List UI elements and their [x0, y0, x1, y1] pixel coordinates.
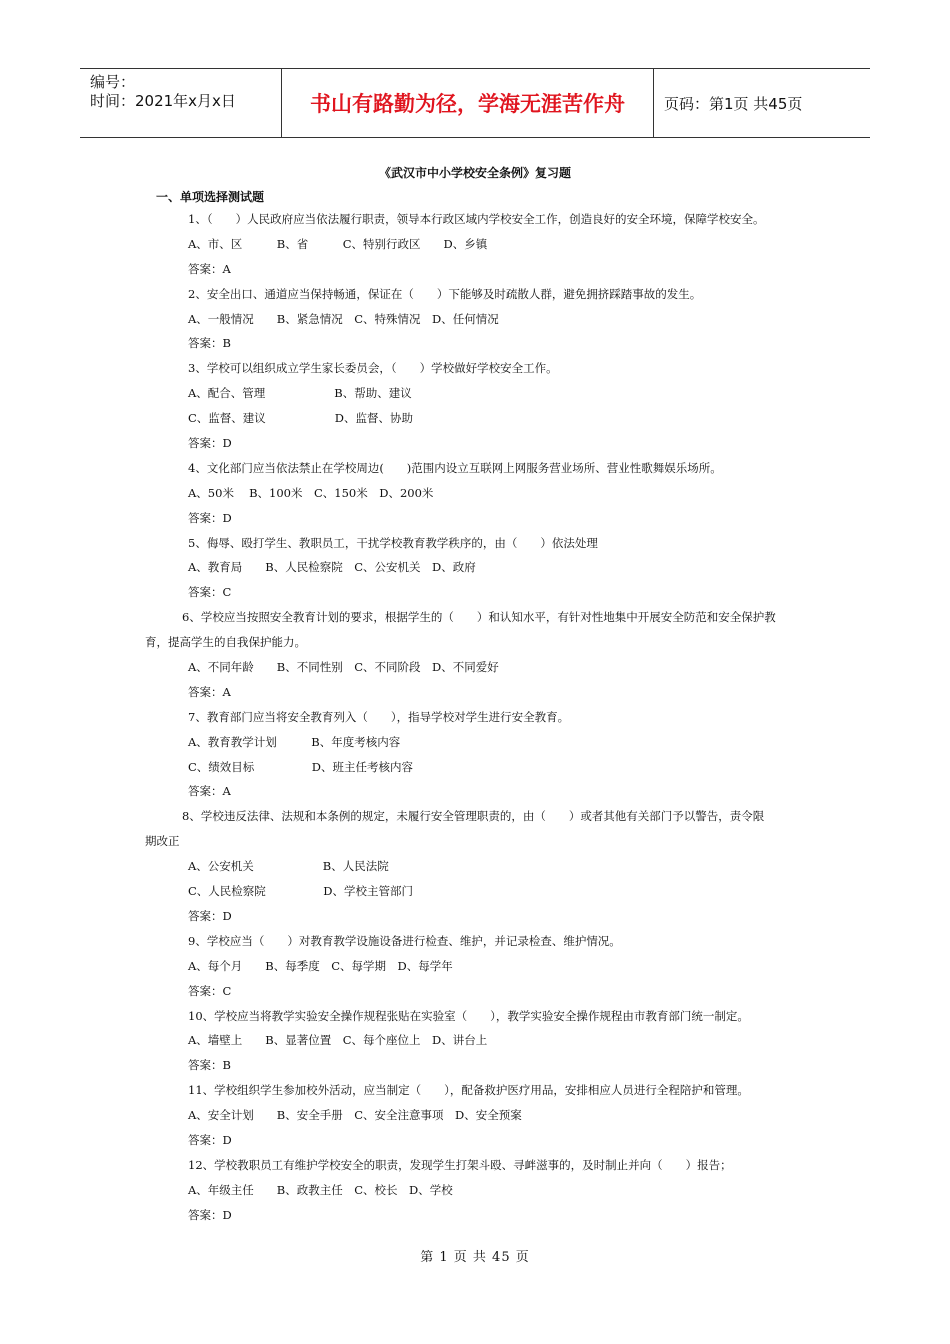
- question-stem: 4、文化部门应当依法禁止在学校周边( )范围内设立互联网上网服务营业场所、营业性歌舞娱乐场所。: [188, 460, 722, 475]
- question-stem: 10、学校应当将教学实验安全操作规程张贴在实验室（ ），教学实验安全操作规程由市教育部门统一制定。: [188, 1008, 749, 1023]
- question-options: A、教育教学计划 B、年度考核内容: [188, 734, 401, 749]
- question-answer: 答案：D: [188, 436, 232, 451]
- question-options: A、市、区 B、省 C、特别行政区 D、乡镇: [188, 236, 488, 251]
- question-stem: 12、学校教职员工有维护学校安全的职责，发现学生打架斗殴、寻衅滋事的，及时制止并向（ ）报告；: [188, 1157, 732, 1172]
- question-list: [0, 207, 950, 1228]
- question-options: A、配合、管理 B、帮助、建议: [188, 386, 412, 401]
- question-answer: 答案：C: [188, 585, 232, 600]
- question-options: C、监督、建议 D、监督、协助: [188, 411, 414, 426]
- question-answer: 答案：D: [188, 908, 232, 923]
- question-stem: 8、学校违反法律、法规和本条例的规定，未履行安全管理职责的，由（ ）或者其他有关部门予以警告，责令限: [182, 809, 765, 824]
- question-stem: 7、教育部门应当将安全教育列入（ ），指导学校对学生进行安全教育。: [188, 709, 570, 724]
- question-answer: 答案：D: [188, 1132, 232, 1147]
- question-answer: 答案：D: [188, 510, 232, 525]
- question-stem: 5、侮辱、殴打学生、教职员工，干扰学校教育教学秩序的，由（ ）依法处理: [188, 535, 598, 550]
- header-table: [80, 68, 870, 138]
- question-options: A、安全计划 B、安全手册 C、安全注意事项 D、安全预案: [188, 1108, 522, 1123]
- question-answer: 答案：A: [188, 784, 231, 799]
- question-options: C、绩效目标 D、班主任考核内容: [188, 759, 414, 774]
- question-stem-continued: 育，提高学生的自我保护能力。: [145, 635, 306, 650]
- question-stem: 2、安全出口、通道应当保持畅通，保证在（ ）下能够及时疏散人群，避免拥挤踩踏事故的发生。: [188, 286, 702, 301]
- question-options: A、年级主任 B、政教主任 C、校长 D、学校: [188, 1182, 453, 1197]
- question-answer: 答案：D: [188, 1207, 232, 1222]
- question-answer: 答案：A: [188, 261, 231, 276]
- header-motto: 书山有路勤为径，学海无涯苦作舟: [282, 69, 654, 137]
- question-options: C、人民检察院 D、学校主管部门: [188, 884, 414, 899]
- question-stem-continued: 期改正: [145, 834, 180, 849]
- question-answer: 答案：C: [188, 983, 232, 998]
- question-options: A、50米 B、100米 C、150米 D、200米: [188, 485, 434, 500]
- question-options: A、一般情况 B、紧急情况 C、特殊情况 D、任何情况: [188, 311, 499, 326]
- header-left-cell: [80, 69, 282, 137]
- question-options: A、不同年龄 B、不同性别 C、不同阶段 D、不同爱好: [188, 660, 499, 675]
- question-options: A、墙壁上 B、显著位置 C、每个座位上 D、讲台上: [188, 1033, 488, 1048]
- question-stem: 1、（ ）人民政府应当依法履行职责，领导本行政区域内学校安全工作，创造良好的安全环境，保障学校安全。: [188, 212, 765, 226]
- question-answer: 答案：B: [188, 336, 231, 351]
- question-stem: 9、学校应当（ ）对教育教学设施设备进行检查、维护，并记录检查、维护情况。: [188, 933, 621, 948]
- question-stem: 11、学校组织学生参加校外活动，应当制定（ ），配备救护医疗用品，安排相应人员进行全程陪护和管理。: [188, 1083, 749, 1098]
- number-label: 编号：: [90, 73, 136, 91]
- question-stem: 6、学校应当按照安全教育计划的要求，根据学生的（ ）和认知水平，有针对性地集中开展安全防范和安全保护教: [182, 610, 776, 625]
- question-options: A、教育局 B、人民检察院 C、公安机关 D、政府: [188, 560, 476, 575]
- header-page-info: 页码：第1页 共45页: [664, 94, 803, 113]
- question-stem: 3、学校可以组织成立学生家长委员会，（ ）学校做好学校安全工作。: [188, 361, 558, 376]
- question-answer: 答案：A: [188, 684, 231, 699]
- question-answer: 答案：B: [188, 1058, 231, 1073]
- page-footer: 第 1 页 共 45 页: [420, 1250, 530, 1265]
- question-options: A、公安机关 B、人民法院: [188, 859, 389, 874]
- question-options: A、每个月 B、每季度 C、每学期 D、每学年: [188, 958, 453, 973]
- time-label: 时间：2021年x月x日: [90, 92, 236, 110]
- document-title: 《武汉市中小学校安全条例》复习题: [378, 166, 571, 180]
- section-title: 一、单项选择测试题: [156, 190, 265, 204]
